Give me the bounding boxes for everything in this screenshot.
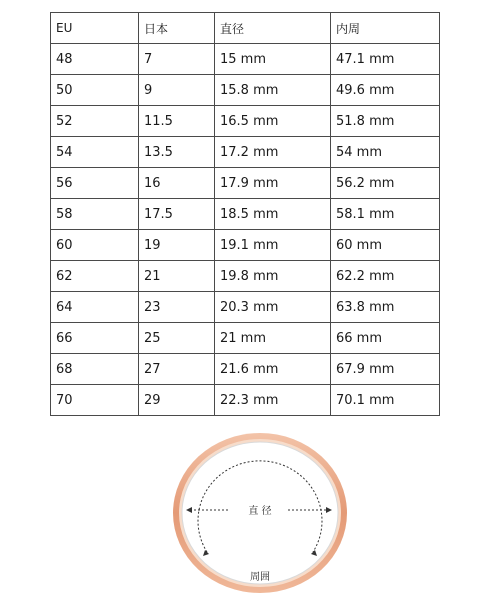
cell-circumference: 70.1 mm (331, 385, 440, 416)
table-row (51, 230, 440, 261)
cell-circumference: 60 mm (331, 230, 440, 261)
cell-japan: 13.5 (139, 137, 215, 168)
table-row (51, 168, 440, 199)
cell-circumference: 51.8 mm (331, 106, 440, 137)
cell-circumference: 49.6 mm (331, 75, 440, 106)
cell-circumference: 67.9 mm (331, 354, 440, 385)
cell-eu: 50 (51, 75, 139, 106)
cell-japan: 21 (139, 261, 215, 292)
table-header-row (51, 13, 440, 44)
cell-circumference: 66 mm (331, 323, 440, 354)
cell-diameter: 16.5 mm (215, 106, 331, 137)
header-japan: 日本 (139, 13, 215, 44)
cell-japan: 25 (139, 323, 215, 354)
table-row (51, 385, 440, 416)
cell-eu: 48 (51, 44, 139, 75)
cell-diameter: 17.9 mm (215, 168, 331, 199)
cell-diameter: 17.2 mm (215, 137, 331, 168)
cell-eu: 68 (51, 354, 139, 385)
ring-diagram (172, 432, 348, 594)
header-circumference: 内周 (331, 13, 440, 44)
cell-diameter: 21.6 mm (215, 354, 331, 385)
cell-eu: 54 (51, 137, 139, 168)
cell-japan: 27 (139, 354, 215, 385)
cell-japan: 16 (139, 168, 215, 199)
ring-illustration (172, 432, 348, 594)
cell-diameter: 22.3 mm (215, 385, 331, 416)
cell-japan: 7 (139, 44, 215, 75)
cell-eu: 56 (51, 168, 139, 199)
ring-size-table (50, 12, 440, 416)
table-row (51, 354, 440, 385)
cell-japan: 23 (139, 292, 215, 323)
cell-diameter: 19.8 mm (215, 261, 331, 292)
cell-circumference: 54 mm (331, 137, 440, 168)
cell-circumference: 47.1 mm (331, 44, 440, 75)
table-row (51, 323, 440, 354)
cell-japan: 19 (139, 230, 215, 261)
cell-diameter: 20.3 mm (215, 292, 331, 323)
table-row (51, 137, 440, 168)
circumference-label: 周囲 (250, 572, 270, 583)
header-eu: EU (51, 13, 139, 44)
table-body (51, 44, 440, 416)
table-row (51, 199, 440, 230)
cell-eu: 66 (51, 323, 139, 354)
cell-circumference: 63.8 mm (331, 292, 440, 323)
header-diameter: 直径 (215, 13, 331, 44)
cell-eu: 70 (51, 385, 139, 416)
cell-diameter: 15.8 mm (215, 75, 331, 106)
cell-eu: 58 (51, 199, 139, 230)
table-row (51, 75, 440, 106)
cell-circumference: 58.1 mm (331, 199, 440, 230)
cell-japan: 11.5 (139, 106, 215, 137)
table-row (51, 292, 440, 323)
cell-circumference: 62.2 mm (331, 261, 440, 292)
cell-diameter: 15 mm (215, 44, 331, 75)
table-row (51, 44, 440, 75)
cell-eu: 60 (51, 230, 139, 261)
diameter-label: 直 径 (248, 506, 272, 517)
cell-diameter: 19.1 mm (215, 230, 331, 261)
cell-diameter: 18.5 mm (215, 199, 331, 230)
cell-japan: 17.5 (139, 199, 215, 230)
cell-eu: 64 (51, 292, 139, 323)
cell-circumference: 56.2 mm (331, 168, 440, 199)
cell-eu: 62 (51, 261, 139, 292)
cell-diameter: 21 mm (215, 323, 331, 354)
table-row (51, 261, 440, 292)
cell-japan: 9 (139, 75, 215, 106)
table-row (51, 106, 440, 137)
cell-eu: 52 (51, 106, 139, 137)
cell-japan: 29 (139, 385, 215, 416)
